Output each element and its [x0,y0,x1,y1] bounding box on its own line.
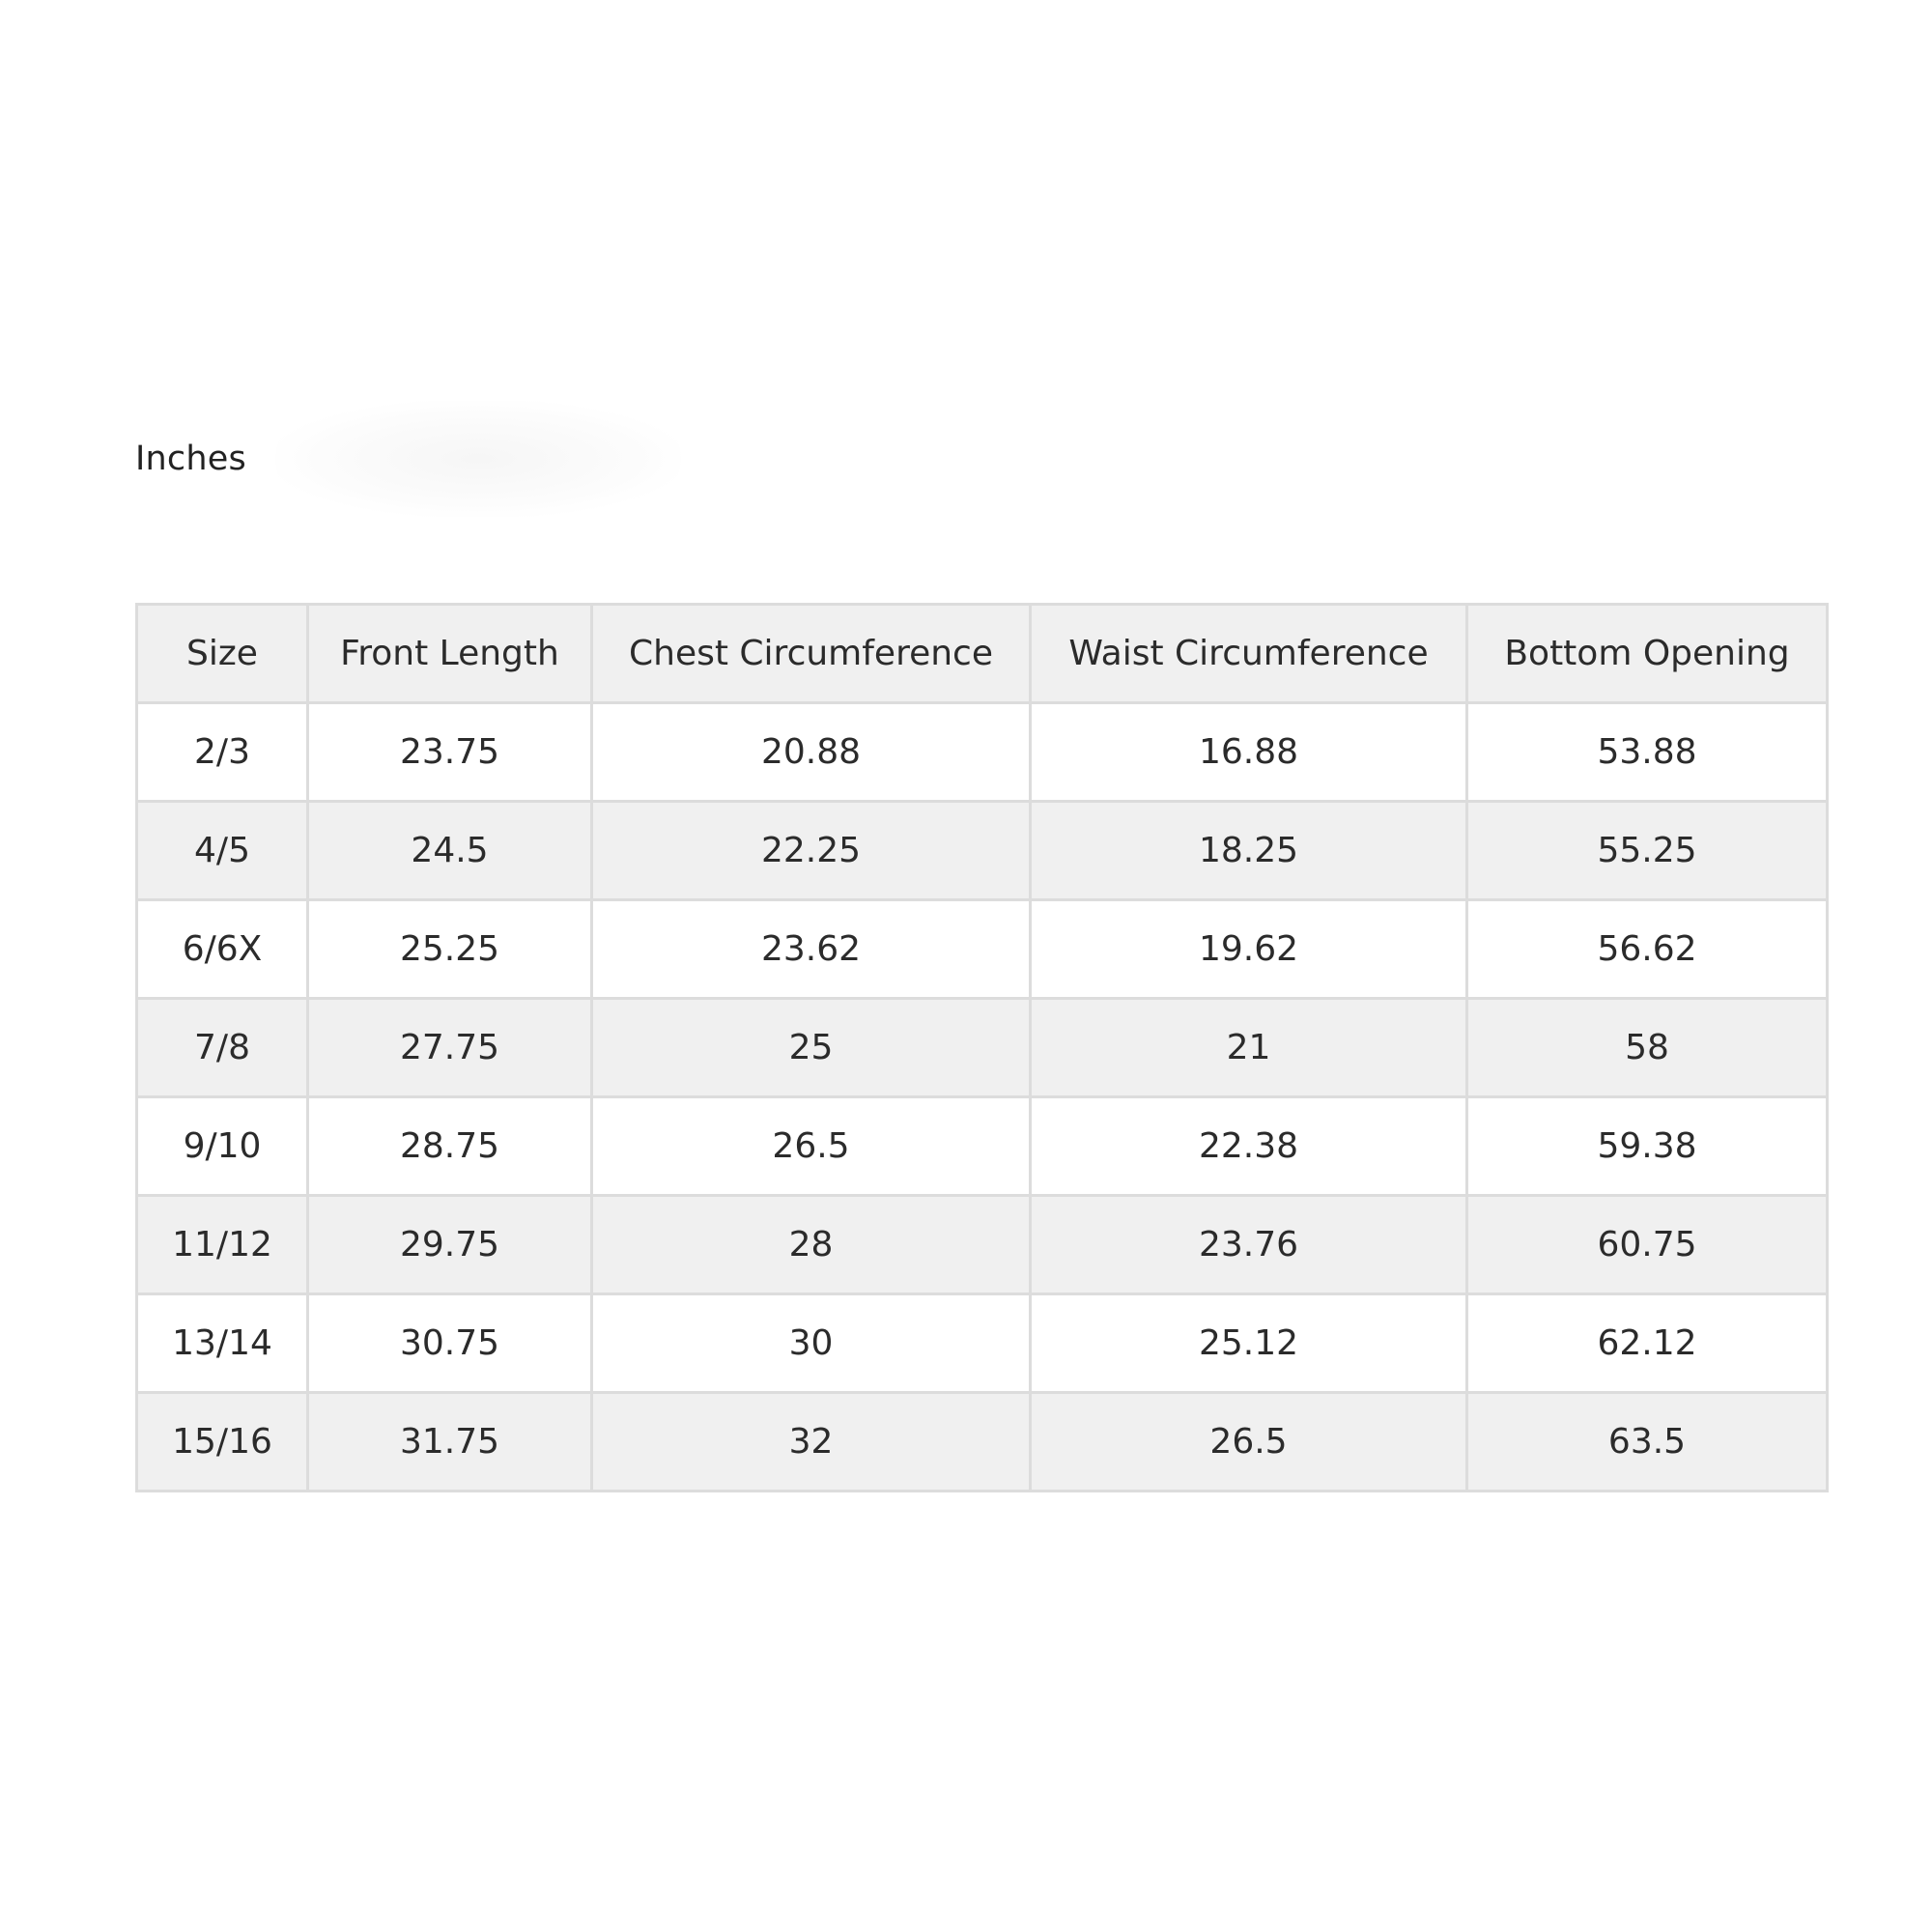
cell-waist-circumference: 19.62 [1031,900,1467,999]
cell-bottom-opening: 62.12 [1467,1294,1828,1393]
cell-front-length: 28.75 [308,1097,592,1196]
header-size: Size [137,605,308,703]
header-bottom-opening: Bottom Opening [1467,605,1828,703]
cell-size: 11/12 [137,1196,308,1294]
table-row [137,1097,1828,1196]
cell-waist-circumference: 21 [1031,999,1467,1097]
cell-waist-circumference: 23.76 [1031,1196,1467,1294]
cell-waist-circumference: 25.12 [1031,1294,1467,1393]
unit-toggle-blurred[interactable] [275,401,681,517]
cell-front-length: 31.75 [308,1393,592,1492]
table-row [137,900,1828,999]
cell-chest-circumference: 26.5 [592,1097,1031,1196]
cell-waist-circumference: 22.38 [1031,1097,1467,1196]
cell-chest-circumference: 23.62 [592,900,1031,999]
cell-front-length: 24.5 [308,802,592,900]
cell-size: 2/3 [137,703,308,802]
unit-selector [135,425,681,493]
cell-chest-circumference: 25 [592,999,1031,1097]
cell-front-length: 23.75 [308,703,592,802]
size-chart-table [135,603,1829,1492]
header-front-length: Front Length [308,605,592,703]
header-chest-circumference: Chest Circumference [592,605,1031,703]
table-row [137,703,1828,802]
cell-chest-circumference: 20.88 [592,703,1031,802]
cell-chest-circumference: 28 [592,1196,1031,1294]
cell-bottom-opening: 63.5 [1467,1393,1828,1492]
cell-bottom-opening: 53.88 [1467,703,1828,802]
cell-chest-circumference: 30 [592,1294,1031,1393]
cell-front-length: 27.75 [308,999,592,1097]
cell-front-length: 29.75 [308,1196,592,1294]
cell-size: 4/5 [137,802,308,900]
cell-size: 7/8 [137,999,308,1097]
table-row [137,802,1828,900]
cell-size: 15/16 [137,1393,308,1492]
table-row [137,1294,1828,1393]
cell-waist-circumference: 18.25 [1031,802,1467,900]
cell-bottom-opening: 55.25 [1467,802,1828,900]
cell-front-length: 30.75 [308,1294,592,1393]
cell-bottom-opening: 59.38 [1467,1097,1828,1196]
cell-bottom-opening: 58 [1467,999,1828,1097]
cell-front-length: 25.25 [308,900,592,999]
cell-bottom-opening: 56.62 [1467,900,1828,999]
table-row [137,1196,1828,1294]
cell-bottom-opening: 60.75 [1467,1196,1828,1294]
cell-waist-circumference: 16.88 [1031,703,1467,802]
unit-label-inches[interactable]: Inches [135,440,246,478]
cell-chest-circumference: 32 [592,1393,1031,1492]
cell-waist-circumference: 26.5 [1031,1393,1467,1492]
cell-size: 6/6X [137,900,308,999]
cell-size: 13/14 [137,1294,308,1393]
table-row [137,999,1828,1097]
table-header-row [137,605,1828,703]
header-waist-circumference: Waist Circumference [1031,605,1467,703]
cell-chest-circumference: 22.25 [592,802,1031,900]
table-row [137,1393,1828,1492]
cell-size: 9/10 [137,1097,308,1196]
